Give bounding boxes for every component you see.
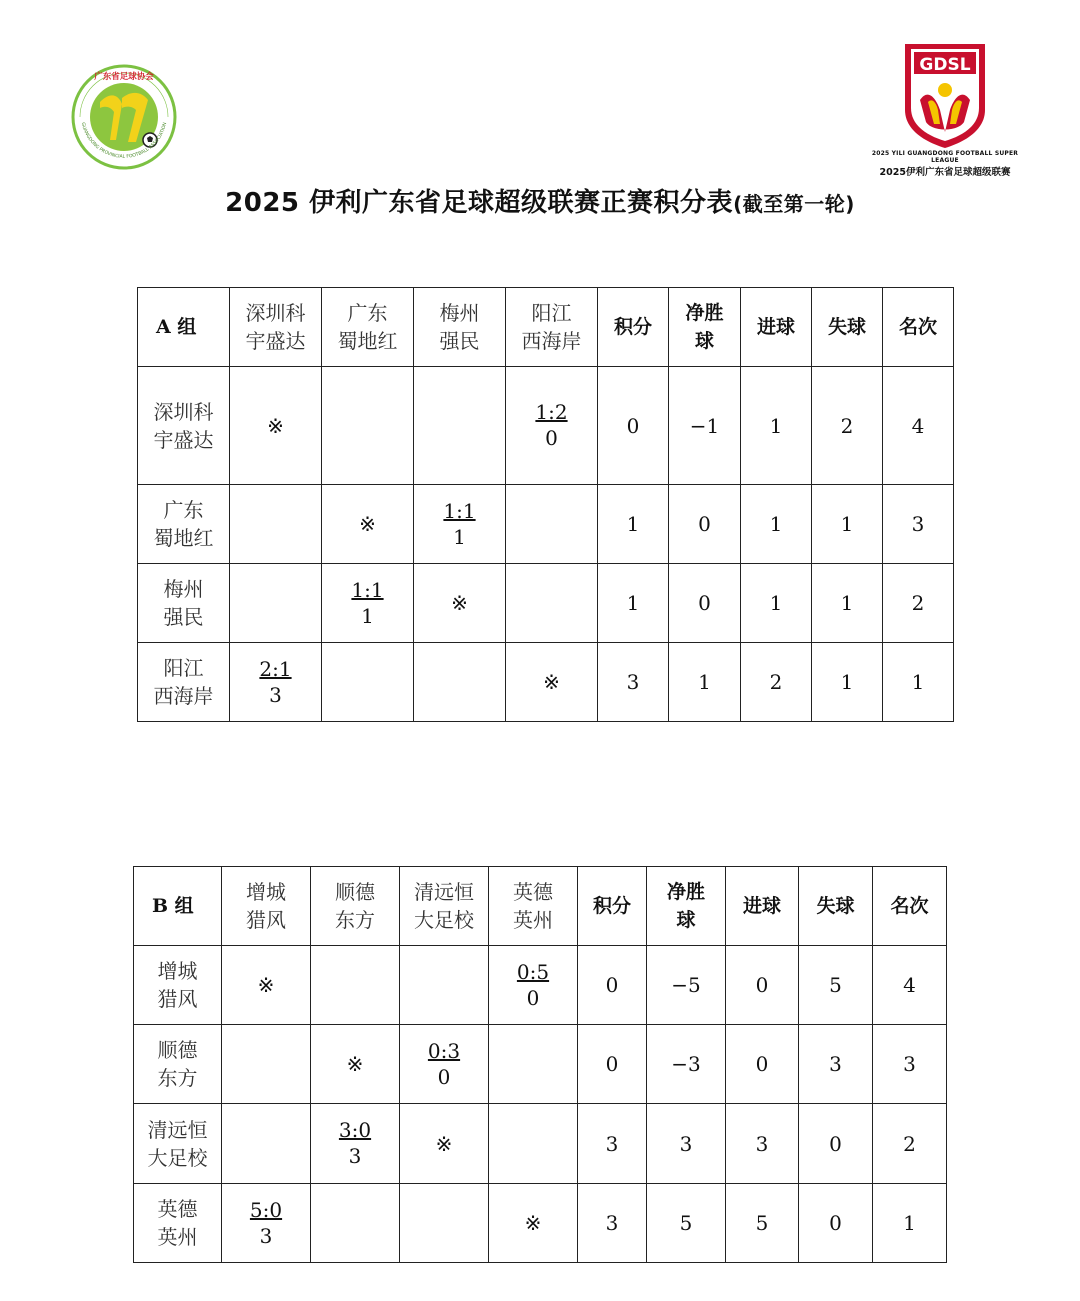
team-name-line: 大足校 [414,908,474,932]
stat-cell: 0 [799,1104,873,1184]
stat-cell: 0 [669,564,741,643]
stat-cell: 2 [812,367,883,485]
match-cell [414,564,506,643]
stat-cell: 1 [598,485,669,564]
team-row [134,1184,947,1263]
team-row [134,1104,947,1184]
match-cell [311,1104,400,1184]
match-cell [400,1184,489,1263]
gdsl-caption [868,150,1022,178]
stat-cell: 5 [799,946,873,1025]
team-name-line: 增城 [246,880,286,904]
team-name-line: 清远恒 [147,1117,208,1142]
match-cell [400,1104,489,1184]
team-name-line: 猎风 [157,987,198,1011]
stat-cell: 1 [741,367,812,485]
stat-cell: −3 [647,1025,726,1104]
stat-cell: 4 [873,946,947,1025]
row-team-name [134,946,222,1025]
match-points: 3 [259,1223,273,1248]
match-cell [322,367,414,485]
match-cell [400,1025,489,1104]
match-cell [230,367,322,485]
match-cell [322,564,414,643]
column-header-stat: 失球 [799,867,873,946]
team-row [134,946,947,1025]
team-name-line: 阳江 [163,656,204,680]
team-name-line: 猎风 [246,908,286,932]
match-score: 2:1 [259,656,292,681]
match-result [443,498,475,550]
group-b-table [133,866,947,1263]
team-name-line: 清远恒 [414,880,474,904]
stat-cell: 3 [873,1025,947,1104]
team-row [138,643,954,722]
self-match-mark: ※ [346,1052,364,1076]
stat-cell: 1 [741,485,812,564]
stat-cell: 5 [647,1184,726,1263]
match-score: 0:3 [427,1038,461,1063]
stat-cell: 2 [873,1104,947,1184]
team-name-line: 广东 [163,498,204,522]
column-header-team [489,867,578,946]
match-result [517,959,549,1011]
stat-cell: 1 [812,643,883,722]
stat-cell: 5 [726,1184,799,1263]
match-points: 0 [526,985,540,1010]
team-name-line: 东方 [157,1066,198,1090]
match-cell [489,946,578,1025]
stat-cell: −5 [647,946,726,1025]
match-cell [414,485,506,564]
match-result [250,1197,282,1249]
match-score: 1:1 [351,577,384,602]
page-title-main: 2025 伊利广东省足球超级联赛正赛积分表 [225,188,734,218]
stat-cell: 3 [799,1025,873,1104]
team-name-line: 大足校 [147,1145,208,1170]
stat-cell: 3 [883,485,954,564]
team-name-line: 西海岸 [521,329,582,353]
match-cell [414,367,506,485]
match-cell [489,1025,578,1104]
match-result [339,1117,371,1169]
team-name-line: 顺德 [157,1038,198,1062]
match-cell [222,1025,311,1104]
stat-cell: 0 [726,1025,799,1104]
team-name-line: 强民 [163,605,204,629]
team-name-line: 蜀地红 [337,329,398,353]
match-result [259,656,291,708]
match-cell [489,1104,578,1184]
match-result [428,1038,460,1090]
group-a-table [137,287,954,722]
stat-cell: −1 [669,367,741,485]
gdfa-logo-cn-text: 广东省足球协会 [94,72,154,82]
self-match-mark: ※ [543,670,560,694]
match-cell [506,485,598,564]
stat-cell: 3 [647,1104,726,1184]
match-score: 5:0 [249,1197,283,1222]
match-cell [322,485,414,564]
stat-cell: 3 [726,1104,799,1184]
column-header-team [322,288,414,367]
row-team-name [138,643,230,722]
header-row [138,288,954,367]
team-row [138,564,954,643]
match-cell [414,643,506,722]
stat-cell: 1 [669,643,741,722]
stat-cell: 1 [812,564,883,643]
match-cell [506,367,598,485]
team-name-line: 蜀地红 [153,526,214,550]
team-name-line: 宇盛达 [153,427,214,452]
match-cell [311,946,400,1025]
match-cell [506,564,598,643]
gdsl-caption-en: 2025 YILI GUANGDONG FOOTBALL SUPER LEAGUE [871,150,1019,164]
column-header-team [400,867,489,946]
self-match-mark: ※ [451,591,468,615]
page-title-sub: (截至第一轮) [733,192,855,216]
match-points: 3 [269,682,282,707]
match-score: 1:2 [535,400,568,424]
row-team-name [138,564,230,643]
match-cell [222,946,311,1025]
column-header-team [414,288,506,367]
column-header-team [506,288,598,367]
stat-header-label: 净胜球 [685,302,724,352]
match-result [535,399,567,451]
match-score: 3:0 [338,1118,372,1142]
stat-cell: 1 [883,643,954,722]
team-name-line: 强民 [439,329,480,353]
column-header-stat: 失球 [812,288,883,367]
row-team-name [134,1025,222,1104]
team-name-line: 深圳科 [245,301,306,325]
team-row [138,367,954,485]
stat-header-label: 净胜球 [666,881,705,931]
column-header-team [230,288,322,367]
column-header-stat [669,288,741,367]
stat-cell: 4 [883,367,954,485]
gdfa-logo-en-text: GUANGDONG PROVINCIAL FOOTBALL ASSOCIATION [79,122,169,160]
stat-cell: 0 [598,367,669,485]
team-name-line: 英州 [513,908,553,932]
column-header-stat: 名次 [883,288,954,367]
match-cell [489,1184,578,1263]
self-match-mark: ※ [524,1211,542,1235]
team-name-line: 英德 [513,880,553,904]
match-cell [311,1184,400,1263]
match-score: 1:1 [443,498,476,523]
team-name-line: 阳江 [531,301,572,325]
gdsl-badge-text: GDSL [919,55,971,75]
column-header-stat: 名次 [873,867,947,946]
self-match-mark: ※ [435,1131,453,1156]
match-cell [400,946,489,1025]
page-title [0,182,1080,219]
match-result [351,577,383,629]
stat-cell: 0 [799,1184,873,1263]
header-row [134,867,947,946]
stat-cell: 2 [741,643,812,722]
match-cell [230,564,322,643]
row-team-name [134,1104,222,1184]
match-cell [230,485,322,564]
stat-cell: 3 [578,1184,647,1263]
match-cell [506,643,598,722]
stat-cell: 1 [873,1184,947,1263]
stat-cell: 3 [598,643,669,722]
self-match-mark: ※ [257,973,275,997]
team-name-line: 西海岸 [153,684,214,708]
team-name-line: 增城 [157,959,198,983]
match-cell [311,1025,400,1104]
team-name-line: 英州 [157,1225,198,1249]
team-name-line: 宇盛达 [245,329,306,353]
match-points: 3 [348,1144,362,1168]
stat-cell: 0 [669,485,741,564]
column-header-team [311,867,400,946]
row-team-name [134,1184,222,1263]
group-label: B 组 [134,867,222,946]
column-header-stat: 进球 [726,867,799,946]
team-name-line: 英德 [157,1197,198,1221]
match-cell [222,1104,311,1184]
match-score: 0:5 [516,959,550,984]
stat-cell: 2 [883,564,954,643]
team-row [134,1025,947,1104]
team-name-line: 广东 [347,301,388,325]
match-cell [222,1184,311,1263]
match-points: 0 [437,1064,451,1089]
gdsl-caption-cn: 2025伊利广东省足球超级联赛 [879,167,1011,178]
column-header-stat: 积分 [578,867,647,946]
stat-cell: 0 [578,1025,647,1104]
match-points: 1 [453,524,466,549]
stat-cell: 0 [578,946,647,1025]
stat-cell: 1 [598,564,669,643]
match-cell [322,643,414,722]
gdfa-logo [70,62,178,174]
self-match-mark: ※ [359,512,376,536]
stat-cell: 3 [578,1104,647,1184]
team-row [138,485,954,564]
team-name-line: 顺德 [335,880,375,904]
self-match-mark: ※ [267,413,284,438]
stat-cell: 0 [726,946,799,1025]
column-header-stat: 进球 [741,288,812,367]
row-team-name [138,367,230,485]
stat-cell: 1 [741,564,812,643]
team-name-line: 梅州 [439,301,480,325]
match-points: 0 [545,426,558,450]
row-team-name [138,485,230,564]
stat-cell: 1 [812,485,883,564]
column-header-stat [647,867,726,946]
group-label: A 组 [138,288,230,367]
team-name-line: 梅州 [163,577,204,601]
match-cell [230,643,322,722]
column-header-team [222,867,311,946]
team-name-line: 深圳科 [153,399,214,424]
team-name-line: 东方 [335,908,375,932]
match-points: 1 [361,603,374,628]
column-header-stat: 积分 [598,288,669,367]
